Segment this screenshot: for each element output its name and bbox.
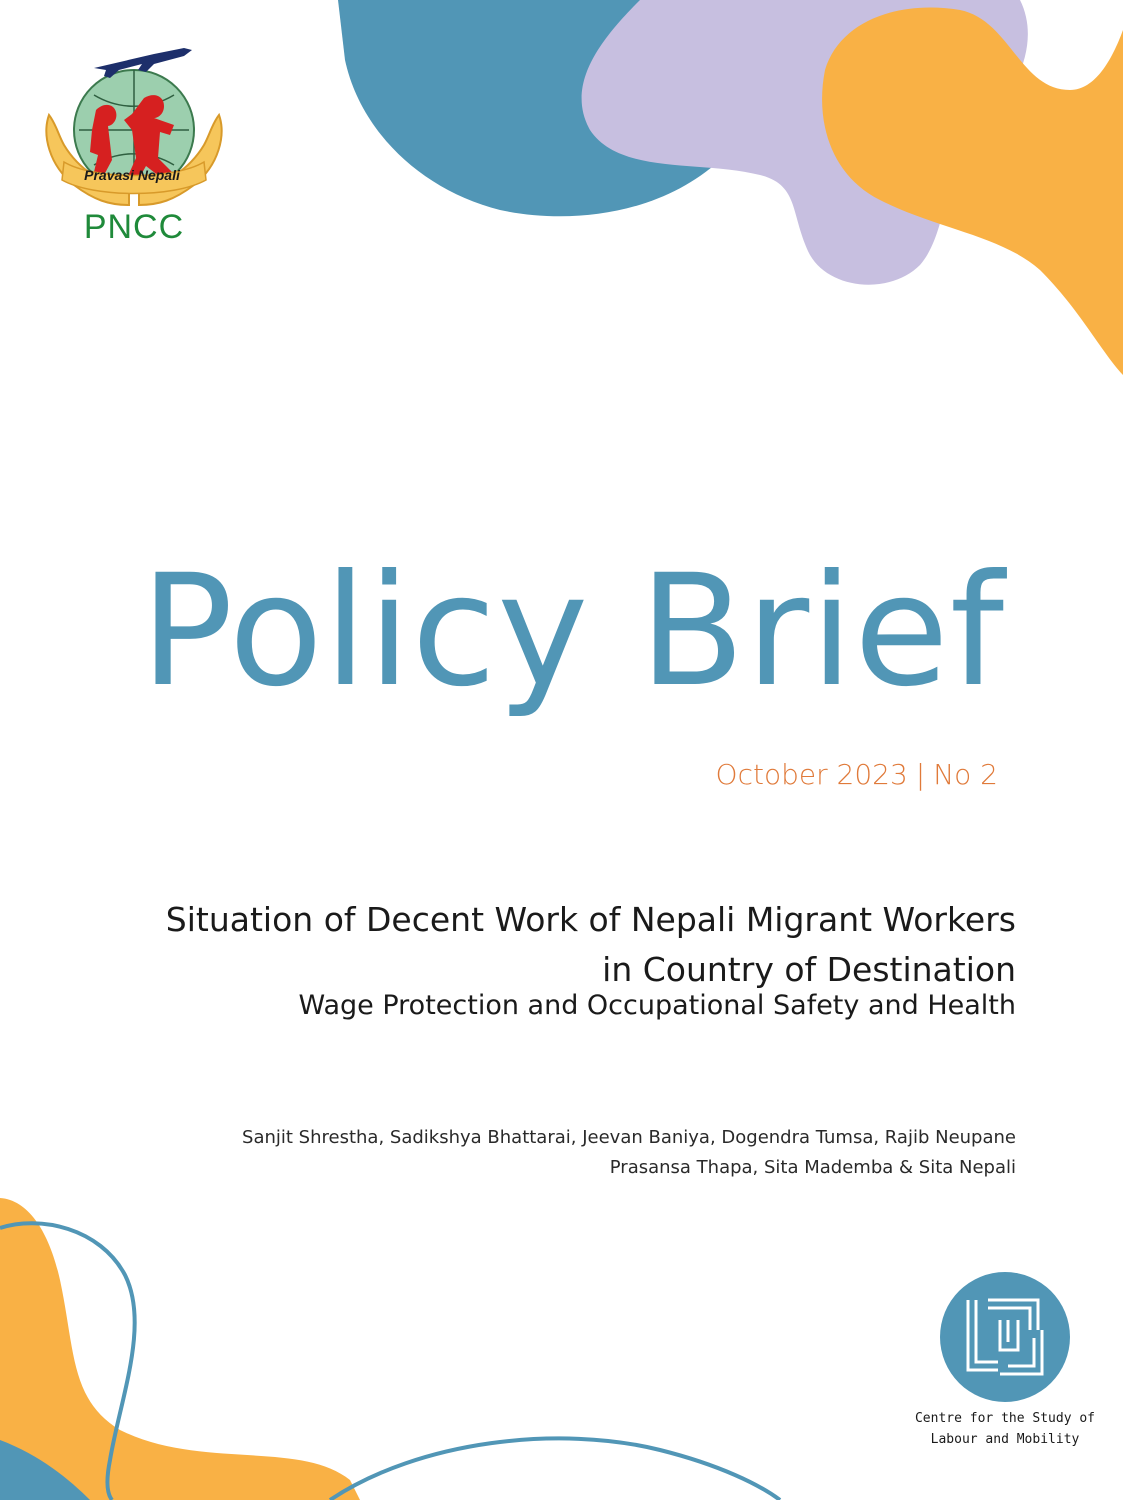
orange-blob-bottom — [0, 1198, 360, 1500]
centre-name-line-2: Labour and Mobility — [930, 1432, 1080, 1447]
orange-blob-top — [822, 0, 1123, 375]
cslm-logo-icon — [938, 1270, 1072, 1404]
pncc-wordmark: PNCC — [83, 208, 185, 246]
centre-name — [880, 1408, 1123, 1450]
document-type-heading: Policy Brief — [140, 542, 1005, 721]
issue-date: October 2023 — [715, 758, 908, 791]
report-title-line-1: Situation of Decent Work of Nepali Migrant Workers — [165, 900, 1016, 939]
author-list — [116, 1123, 1016, 1183]
author-line-1: Sanjit Shrestha, Sadikshya Bhattarai, Jeevan Baniya, Dogendra Tumsa, Rajib Neupane — [242, 1127, 1016, 1148]
report-title-line-2: in Country of Destination — [602, 950, 1016, 989]
author-line-2: Prasansa Thapa, Sita Mademba & Sita Nepali — [609, 1157, 1016, 1178]
centre-name-line-1: Centre for the Study of — [914, 1411, 1095, 1426]
blue-arc-line — [330, 1438, 780, 1500]
report-title — [116, 895, 1016, 995]
report-subtitle: Wage Protection and Occupational Safety and Health — [298, 990, 1016, 1021]
issue-info — [716, 758, 998, 791]
issue-separator: | — [915, 758, 926, 791]
pncc-ribbon-text: Pravasi Nepali — [84, 167, 180, 183]
issue-number: No 2 — [933, 758, 998, 791]
